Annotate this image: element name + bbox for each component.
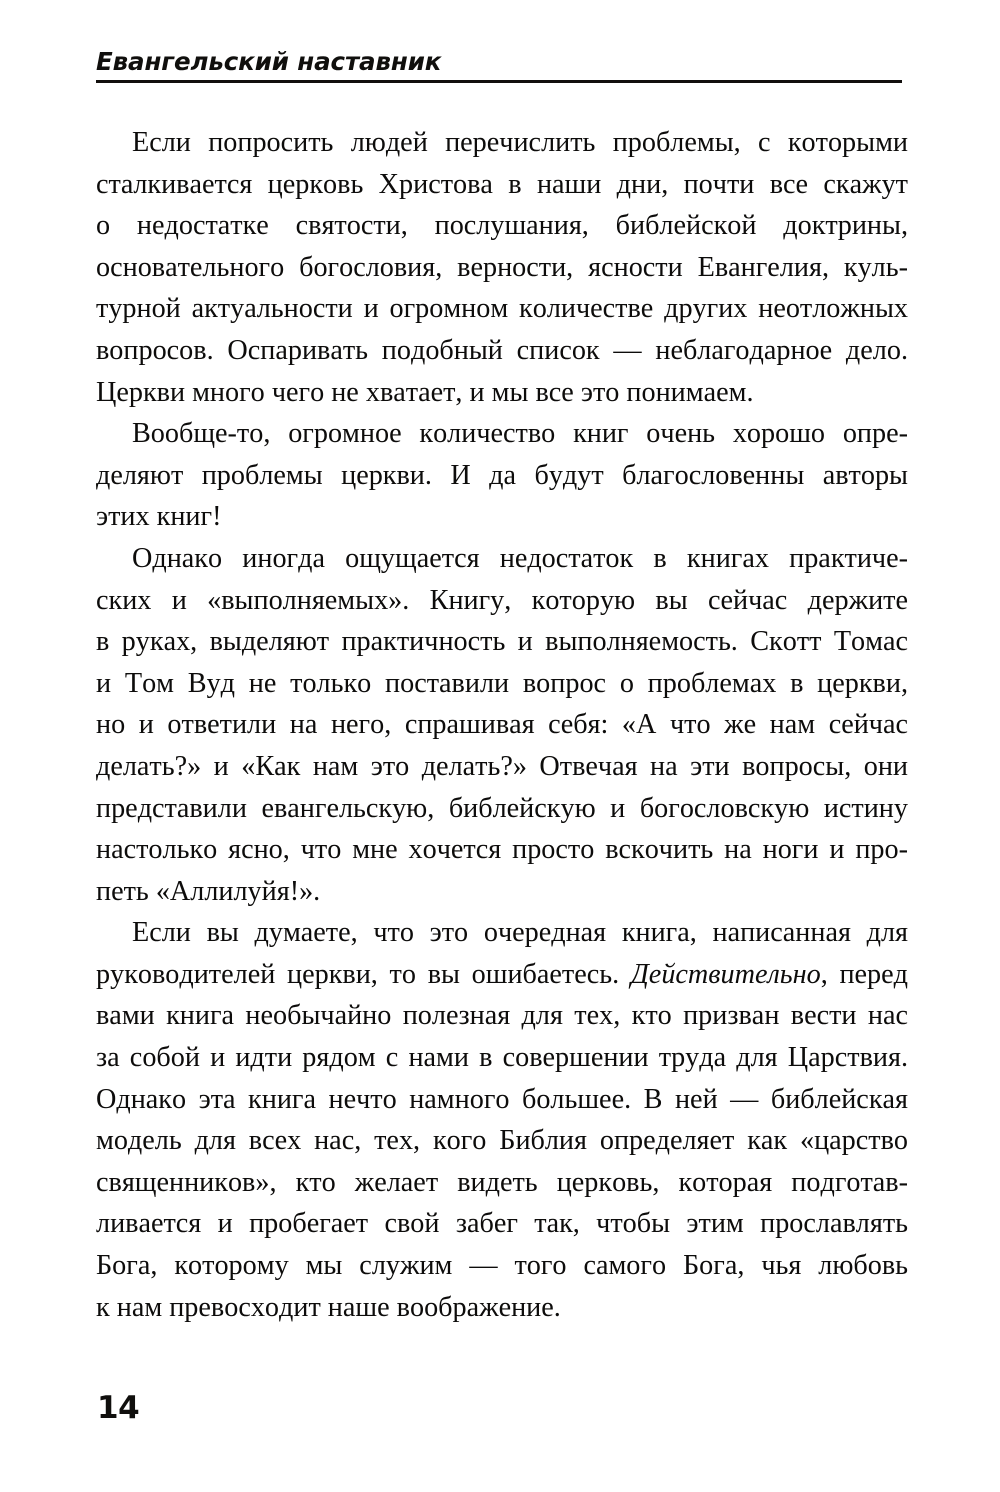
text-line: настолько ясно, что мне хочется просто вскочить на ноги и про- [96, 834, 908, 866]
text-line: этих книг! [96, 501, 222, 533]
text-line: вопросов. Оспаривать подобный список — неблагодарное дело. [96, 334, 908, 366]
paragraph-3 [96, 538, 908, 912]
text-line: Если вы думаете, что это очередная книга, написанная для [132, 917, 908, 949]
text-line: вами книга необычайно полезная для тех, кто призван вести нас [96, 1000, 908, 1032]
paragraph-1 [96, 122, 908, 413]
text-line: петь «Аллилуйя!». [96, 875, 321, 907]
text-line: Вообще-то, огромное количество книг очень хорошо опре- [132, 418, 908, 450]
text-line: турной актуальности и огромном количестве других неотложных [96, 293, 908, 325]
text-line: представили евангельскую, библейскую и богословскую истину [96, 792, 908, 824]
header-divider-rule [96, 80, 902, 83]
text-line: и Том Вуд не только поставили вопрос о проблемах в церкви, [96, 667, 908, 699]
text-line: Церкви много чего не хватает, и мы все это понимаем. [96, 376, 754, 408]
text-line: модель для всех нас, тех, кого Библия определяет как «царство [96, 1125, 908, 1157]
text-line: за собой и идти рядом с нами в совершении труда для Царствия. [96, 1042, 908, 1074]
text-segment: , перед [820, 958, 908, 990]
text-line: в руках, выделяют практичность и выполняемость. Скотт Томас [96, 626, 908, 658]
text-line: ливается и пробегает свой забег так, чтобы этим прославлять [96, 1208, 908, 1240]
italic-emphasis: Действительно [630, 958, 821, 990]
text-line: но и ответили на него, спрашивая себя: «А что же нам сейчас [96, 709, 908, 741]
text-line: Если попросить людей перечислить проблемы, с которыми [132, 127, 908, 158]
text-line: священников», кто желает видеть церковь, которая подготав- [96, 1166, 908, 1198]
body-text-column [96, 122, 908, 1328]
page-number: 14 [97, 1390, 140, 1426]
text-line: Однако эта книга нечто намного большее. В ней — библейская [96, 1083, 908, 1115]
text-segment: руководителей церкви, то вы ошибаетесь. [96, 958, 631, 990]
paragraph-4 [96, 912, 908, 1328]
text-line: о недостатке святости, послушания, библейской доктрины, [96, 210, 908, 242]
text-line: Бога, которому мы служим — того самого Бога, чья любовь [96, 1250, 908, 1282]
text-line: деляют проблемы церкви. И да будут благословенны авторы [96, 459, 908, 491]
text-line: ских и «выполняемых». Книгу, которую вы сейчас держите [96, 584, 908, 616]
text-line-with-emphasis [96, 954, 908, 996]
text-line: к нам превосходит наше воображение. [96, 1291, 561, 1323]
text-line: Однако иногда ощущается недостаток в книгах практиче- [132, 542, 908, 574]
paragraph-2 [96, 413, 908, 538]
text-line: основательного богословия, верности, ясности Евангелия, куль- [96, 251, 908, 283]
running-header-title: Евангельский наставник [96, 47, 442, 76]
running-header [96, 48, 906, 83]
text-line: делать?» и «Как нам это делать?» Отвечая на эти вопросы, они [96, 750, 908, 782]
text-line: сталкивается церковь Христова в наши дни, почти все скажут [96, 168, 908, 200]
